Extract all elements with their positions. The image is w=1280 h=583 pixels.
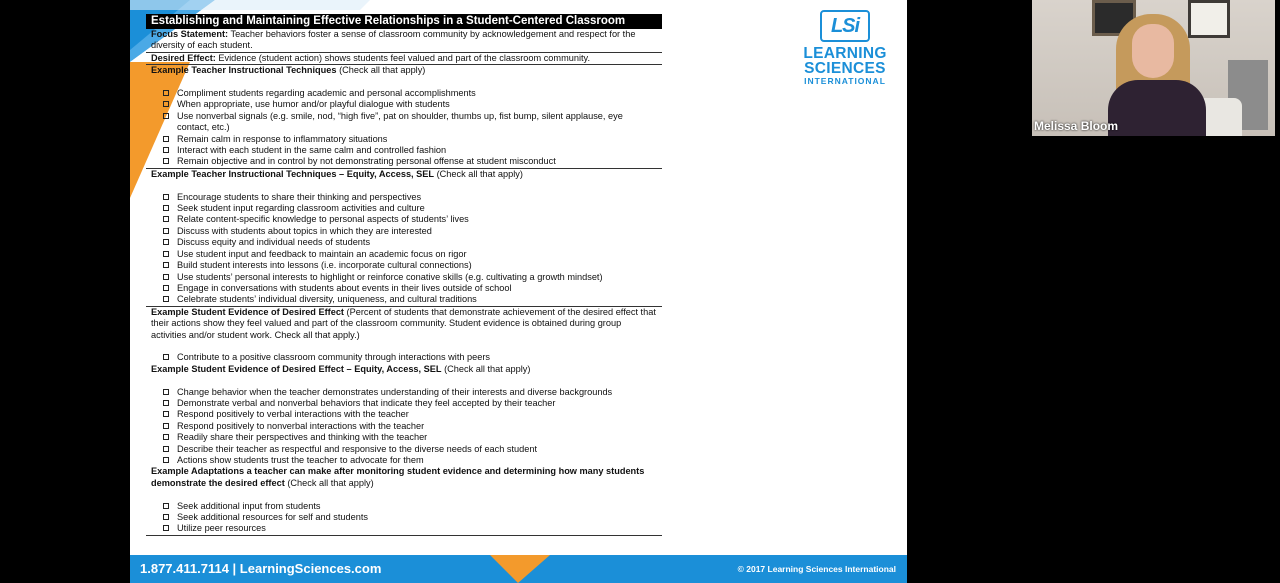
footer-contact: 1.877.411.7114 | LearningSciences.com	[140, 561, 382, 576]
checklist-item	[163, 88, 657, 99]
checklist	[151, 352, 657, 363]
checklist-item-text: Compliment students regarding academic and personal accomplishments	[177, 88, 476, 99]
checklist-item	[163, 226, 657, 237]
checklist-item-text: Utilize peer resources	[177, 523, 266, 534]
checklist-item	[163, 145, 657, 156]
checkbox-icon[interactable]	[163, 228, 169, 234]
checklist-item-text: Actions show students trust the teacher to advocate for them	[177, 454, 424, 465]
checkbox-icon[interactable]	[163, 285, 169, 291]
checklist-item	[163, 387, 657, 398]
slide-footer	[130, 555, 907, 583]
checkbox-icon[interactable]	[163, 400, 169, 406]
checklist-item-text: Contribute to a positive classroom community through interactions with peers	[177, 352, 491, 363]
checkbox-icon[interactable]	[163, 514, 169, 520]
checklist-item-text: Encourage students to share their thinking and perspectives	[177, 191, 422, 202]
checkbox-icon[interactable]	[163, 411, 169, 417]
checklist-item	[163, 512, 657, 523]
checklist-item	[163, 111, 657, 134]
section-note: (Check all that apply)	[434, 168, 523, 179]
checkbox-icon[interactable]	[163, 90, 169, 96]
checklist-item-text: Build student interests into lessons (i.e. incorporate cultural connections)	[177, 260, 472, 271]
document-title: Establishing and Maintaining Effective Relationships in a Student-Centered Classroom	[146, 14, 662, 29]
checkbox-icon[interactable]	[163, 457, 169, 463]
checklist-item-text: Remain calm in response to inflammatory situations	[177, 133, 388, 144]
desired-effect	[146, 52, 662, 64]
checklist-item	[163, 260, 657, 271]
checkbox-icon[interactable]	[163, 446, 169, 452]
checkbox-icon[interactable]	[163, 205, 169, 211]
checklist-item	[163, 294, 657, 305]
checklist-item-text: Seek additional resources for self and students	[177, 511, 369, 522]
logo-line-2: SCIENCES	[804, 60, 886, 77]
checkbox-icon[interactable]	[163, 158, 169, 164]
section-label: Example Teacher Instructional Techniques	[151, 65, 337, 76]
footer-orange-stripe	[490, 555, 550, 583]
section-label: Example Teacher Instructional Techniques – Equity, Access, SEL	[151, 168, 435, 179]
participant-name: Melissa Bloom	[1034, 119, 1119, 133]
checklist-item-text: Use nonverbal signals (e.g. smile, nod, “high five”, pat on shoulder, thumbs up, fist bump, silent applause, eye contact, etc.)	[177, 110, 623, 133]
checkbox-icon[interactable]	[163, 274, 169, 280]
wall-frame	[1188, 0, 1230, 38]
checkbox-icon[interactable]	[163, 503, 169, 509]
participant-video-tile[interactable]	[1032, 0, 1275, 136]
checklist-item	[163, 444, 657, 455]
checklist-item	[163, 156, 657, 167]
checklist-item-text: Interact with each student in the same calm and controlled fashion	[177, 145, 447, 156]
checklist-item-text: Remain objective and in control by not demonstrating personal offense at student misconduct	[177, 156, 556, 167]
checklist-item-text: Change behavior when the teacher demonstrates understanding of their interests and diverse backgrounds	[177, 386, 613, 397]
checkbox-icon[interactable]	[163, 113, 169, 119]
checklist-item	[163, 352, 657, 363]
checklist	[151, 387, 657, 467]
checklist	[151, 88, 657, 168]
checklist-item-text: Engage in conversations with students about events in their lives outside of school	[177, 282, 512, 293]
checkbox-icon[interactable]	[163, 147, 169, 153]
checkbox-icon[interactable]	[163, 423, 169, 429]
participant-body	[1108, 80, 1206, 136]
checklist-item	[163, 501, 657, 512]
checklist-item	[163, 455, 657, 466]
section-note: (Check all that apply)	[441, 363, 531, 374]
checkbox-icon[interactable]	[163, 239, 169, 245]
checklist-item-text: Seek student input regarding classroom activities and culture	[177, 203, 425, 214]
checklist-item-text: Use students’ personal interests to highlight or reinforce conative skills (e.g. cultivating a growth mindset)	[177, 271, 603, 282]
section-student-evidence	[146, 306, 662, 364]
checklist-item	[163, 272, 657, 283]
checklist-item-text: Seek additional input from students	[177, 500, 321, 511]
checkbox-icon[interactable]	[163, 216, 169, 222]
checklist-item-text: Discuss equity and individual needs of students	[177, 237, 371, 248]
checkbox-icon[interactable]	[163, 354, 169, 360]
focus-text: Teacher behaviors foster a sense of classroom community by acknowledgement and respect for the diversity of each student.	[151, 29, 636, 51]
checklist-item	[163, 237, 657, 248]
checklist-item	[163, 283, 657, 294]
checklist-item	[163, 398, 657, 409]
checkbox-icon[interactable]	[163, 194, 169, 200]
checkbox-icon[interactable]	[163, 251, 169, 257]
checklist-item-text: Discuss with students about topics in which they are interested	[177, 225, 432, 236]
logo-line-1: LEARNING	[803, 45, 887, 62]
logo-line-3: INTERNATIONAL	[804, 76, 886, 86]
focus-statement	[146, 29, 662, 52]
section-label: Example Student Evidence of Desired Effect – Equity, Access, SEL	[151, 363, 442, 374]
checkbox-icon[interactable]	[163, 434, 169, 440]
footer-copyright: © 2017 Learning Sciences International	[737, 564, 896, 574]
checkbox-icon[interactable]	[163, 101, 169, 107]
checklist-item	[163, 432, 657, 443]
checklist-item	[163, 409, 657, 420]
checklist-item-text: Readily share their perspectives and thinking with the teacher	[177, 432, 428, 443]
section-note: (Percent of students that demonstrate achievement of the desired effect that their actions show they feel valued and part of the classroom community. Student evidence is obtained during group activities and/or student work. Check all that apply.)	[151, 306, 656, 340]
section-label: Example Adaptations a teacher can make after monitoring student evidence and determining how many students demonstrate the desired effect	[151, 466, 645, 488]
checklist-item	[163, 134, 657, 145]
desired-text: Evidence (student action) shows students feel valued and part of the classroom community.	[215, 52, 591, 63]
logo-mark: LSi	[820, 10, 870, 42]
checklist-item-text: Describe their teacher as respectful and responsive to the diverse needs of each student	[177, 443, 538, 454]
checklist-item-text: Respond positively to verbal interactions with the teacher	[177, 409, 409, 420]
section-teacher-techniques	[146, 64, 662, 168]
checkbox-icon[interactable]	[163, 389, 169, 395]
checklist-item	[163, 192, 657, 203]
section-note: (Check all that apply)	[284, 477, 374, 488]
checkbox-icon[interactable]	[163, 525, 169, 531]
desired-label: Desired Effect:	[151, 52, 216, 63]
checkbox-icon[interactable]	[163, 136, 169, 142]
checklist-item	[163, 421, 657, 432]
checklist-item	[163, 214, 657, 225]
checklist-item	[163, 249, 657, 260]
checkbox-icon[interactable]	[163, 262, 169, 268]
participant-face	[1132, 24, 1174, 78]
checklist-item-text: Respond positively to nonverbal interactions with the teacher	[177, 420, 425, 431]
lsi-logo	[794, 10, 896, 86]
checklist-item	[163, 523, 657, 534]
checklist-item-text: Use student input and feedback to maintain an academic focus on rigor	[177, 248, 467, 259]
checklist-item-text: Demonstrate verbal and nonverbal behaviors that indicate they feel accepted by their teacher	[177, 397, 556, 408]
checklist	[151, 192, 657, 306]
section-note: (Check all that apply)	[336, 65, 426, 76]
checklist-item-text: When appropriate, use humor and/or playful dialogue with students	[177, 99, 450, 110]
checklist-item-text: Relate content-specific knowledge to personal aspects of students’ lives	[177, 214, 469, 225]
checklist-item-text: Celebrate students’ individual diversity, uniqueness, and cultural traditions	[177, 294, 477, 305]
checklist-item	[163, 203, 657, 214]
section-teacher-techniques-equity	[146, 168, 662, 306]
checklist-document	[146, 14, 662, 536]
section-label: Example Student Evidence of Desired Effect	[151, 306, 344, 317]
checklist-item	[163, 99, 657, 110]
section-adaptations	[146, 466, 662, 535]
focus-label: Focus Statement:	[151, 29, 229, 39]
checkbox-icon[interactable]	[163, 296, 169, 302]
section-student-evidence-equity	[146, 364, 662, 467]
checklist	[151, 501, 657, 535]
